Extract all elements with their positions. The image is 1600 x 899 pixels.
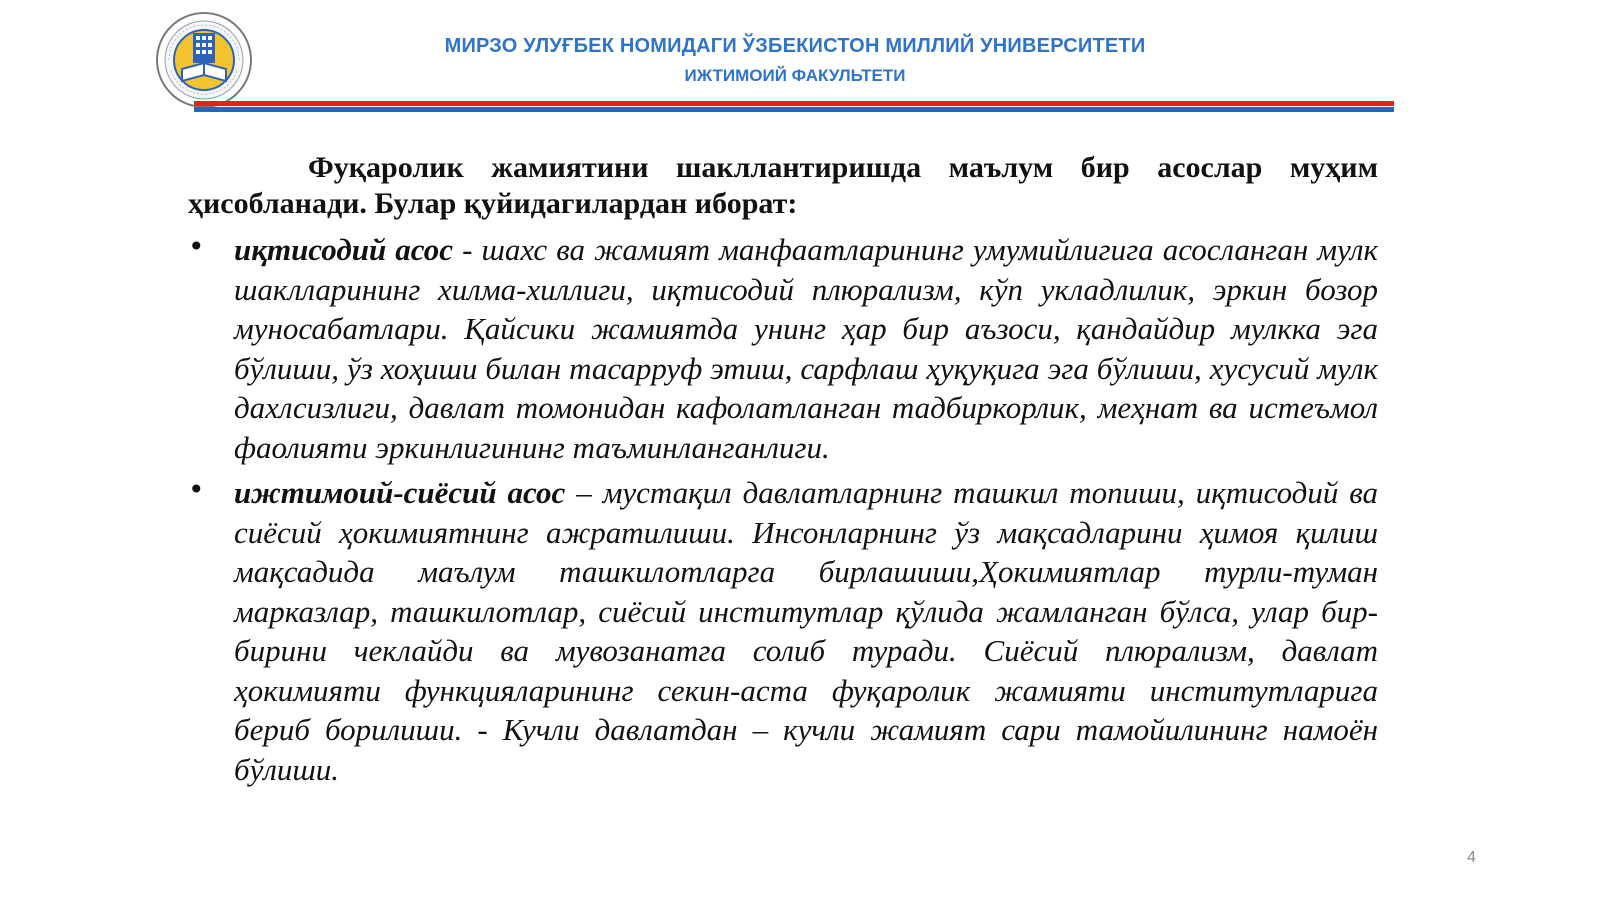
list-item-sociopolitical-foundation xyxy=(188,473,1378,789)
page-number: 4 xyxy=(1467,849,1476,866)
list-item-text: – мустақил давлатларнинг ташкил топиши, иқтисодий ва сиёсий ҳокимиятнинг ажратилиши. Инсонларнинг ўз мақсадларини ҳимоя қилиш мақсадида маълум ташкилотларга бирлашиши,Ҳокимиятлар турли-туман марказлар, ташкилотлар, сиёсий институтлар қўлида жамланган бўлса, улар бир-бирини чеклайди ва мувозанатга солиб туради. Сиёсий плюрализм, давлат ҳокимияти функцияларининг секин-аста фуқаролик жамияти институтларига бериб борилиши. - Кучли давлатдан – кучли жамият сари тамойилининг намоён бўлиши. xyxy=(234,475,1378,787)
foundations-list xyxy=(188,230,1378,789)
slide-body xyxy=(188,150,1378,795)
header-divider-blue xyxy=(194,107,1394,112)
university-name: МИРЗО УЛУҒБЕК НОМИДАГИ ЎЗБЕКИСТОН МИЛЛИЙ УНИВЕРСИТЕТИ xyxy=(444,35,1146,57)
faculty-name: ИЖТИМОИЙ ФАКУЛЬТЕТИ xyxy=(684,66,906,85)
list-item-economic-foundation xyxy=(188,230,1378,467)
university-seal-icon xyxy=(155,11,253,109)
bullet-dot-icon: • xyxy=(188,230,205,263)
header-divider-red xyxy=(194,101,1394,106)
list-item-text: - шахс ва жамият манфаатларининг умумийлигига асосланган мулк шаклларининг хилма-хиллиги, иқтисодий плюрализм, кўп укладлилик, эркин бозор муносабатлари. Қайсики жамиятда унинг ҳар бир аъзоси, қандайдир мулкка эга бўлиши, ўз хоҳиши билан тасарруф этиш, сарфлаш ҳуқуқига эга бўлиши, хусусий мулк дахлсизлиги, давлат томонидан кафолатланган тадбиркорлик, меҳнат ва истеъмол фаолияти эркинлигининг таъминланганлиги. xyxy=(234,232,1379,465)
list-item-term: иқтисодий асос xyxy=(234,232,454,267)
intro-paragraph: Фуқаролик жамиятини шакллантиришда маълум бир асослар муҳим ҳисобланади. Булар қуйидагилардан иборат: xyxy=(188,151,1378,220)
list-item-term: ижтимоий-сиёсий асос xyxy=(234,475,566,510)
bullet-dot-icon: • xyxy=(188,473,205,506)
